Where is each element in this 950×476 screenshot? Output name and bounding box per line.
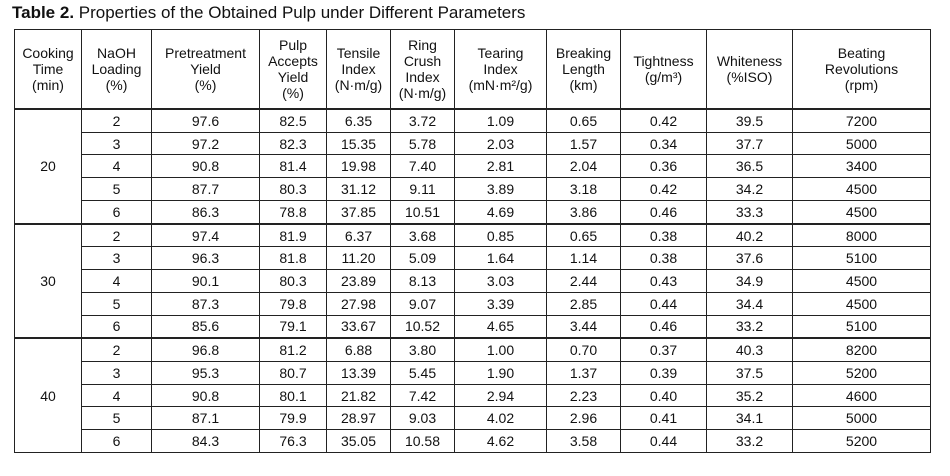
table-row (15, 109, 931, 132)
table-cell-naoh: 4 (82, 384, 152, 407)
table-cell-tightness: 0.44 (621, 292, 707, 315)
column-header-line: Whiteness (716, 53, 783, 69)
column-header-naoh (82, 30, 152, 110)
column-header-line: Breaking (555, 45, 612, 61)
table-cell-beating: 3400 (793, 155, 931, 178)
column-header-tightness (621, 30, 707, 110)
column-header-tearing (455, 30, 547, 110)
table-cell-tearing: 1.09 (455, 109, 547, 132)
column-header-line: Crush (403, 53, 442, 69)
column-header-line: (g/m³) (644, 69, 683, 85)
table-cell-tensile: 6.37 (327, 224, 391, 247)
table-cell-naoh: 3 (82, 132, 152, 155)
table-cell-pulp: 80.3 (260, 178, 327, 201)
table-cell-pretreat: 84.3 (152, 430, 260, 453)
table-cell-tensile: 21.82 (327, 384, 391, 407)
cooking-time-cell: 20 (15, 109, 82, 224)
column-header-beating (793, 30, 931, 110)
column-header-time (15, 30, 82, 110)
table-cell-pretreat: 87.3 (152, 292, 260, 315)
column-header-line: Index (341, 61, 376, 77)
table-row (15, 200, 931, 223)
table-cell-beating: 5100 (793, 247, 931, 270)
table-cell-pretreat: 87.1 (152, 407, 260, 430)
table-cell-tearing: 2.81 (455, 155, 547, 178)
table-cell-whiteness: 34.9 (707, 270, 793, 293)
column-header-line: Loading (91, 61, 142, 77)
column-header-line: Tensile (336, 45, 381, 61)
column-header-breaking (547, 30, 621, 110)
table-cell-naoh: 3 (82, 362, 152, 385)
column-header-line: Index (483, 61, 518, 77)
table-row (15, 407, 931, 430)
table-cell-pretreat: 90.8 (152, 155, 260, 178)
column-header-line: Pulp (278, 37, 308, 53)
table-row (15, 224, 931, 247)
table-caption-text: Properties of the Obtained Pulp under Different Parameters (74, 3, 526, 22)
table-cell-beating: 5100 (793, 315, 931, 338)
cooking-time-cell: 40 (15, 338, 82, 452)
table-cell-pulp: 79.9 (260, 407, 327, 430)
column-header-line: Revolutions (824, 61, 899, 77)
column-header-line: Cooking (22, 45, 74, 61)
table-cell-tearing: 2.03 (455, 132, 547, 155)
table-cell-breaking: 3.58 (547, 430, 621, 453)
table-cell-breaking: 3.86 (547, 200, 621, 223)
table-cell-whiteness: 37.7 (707, 132, 793, 155)
table-cell-breaking: 2.44 (547, 270, 621, 293)
column-header-line: (rpm) (844, 77, 879, 93)
table-cell-tensile: 19.98 (327, 155, 391, 178)
table-cell-whiteness: 37.5 (707, 362, 793, 385)
table-cell-pulp: 76.3 (260, 430, 327, 453)
header-row (15, 30, 931, 110)
table-cell-tensile: 28.97 (327, 407, 391, 430)
table-cell-breaking: 0.70 (547, 338, 621, 361)
table-cell-tensile: 35.05 (327, 430, 391, 453)
table-cell-beating: 5200 (793, 430, 931, 453)
table-cell-tearing: 0.85 (455, 224, 547, 247)
table-cell-beating: 4600 (793, 384, 931, 407)
table-cell-tightness: 0.42 (621, 178, 707, 201)
table-cell-whiteness: 40.3 (707, 338, 793, 361)
table-cell-beating: 5000 (793, 132, 931, 155)
table-cell-whiteness: 40.2 (707, 224, 793, 247)
table-cell-tearing: 1.64 (455, 247, 547, 270)
table-row (15, 132, 931, 155)
column-header-line: Yield (277, 69, 309, 85)
column-header-line: (%) (282, 85, 304, 101)
table-cell-ring: 10.58 (391, 430, 455, 453)
table-cell-tightness: 0.37 (621, 338, 707, 361)
table-cell-tightness: 0.40 (621, 384, 707, 407)
pulp-properties-table (14, 29, 931, 453)
table-cell-tearing: 1.00 (455, 338, 547, 361)
table-cell-ring: 7.40 (391, 155, 455, 178)
table-row (15, 338, 931, 361)
table-row (15, 430, 931, 453)
table-cell-tensile: 6.35 (327, 109, 391, 132)
table-cell-ring: 10.51 (391, 200, 455, 223)
table-cell-breaking: 3.44 (547, 315, 621, 338)
table-cell-tensile: 37.85 (327, 200, 391, 223)
table-cell-beating: 5200 (793, 362, 931, 385)
table-cell-ring: 9.11 (391, 178, 455, 201)
table-cell-beating: 5000 (793, 407, 931, 430)
column-header-line: Yield (190, 61, 221, 77)
table-cell-tensile: 13.39 (327, 362, 391, 385)
table-cell-tightness: 0.43 (621, 270, 707, 293)
table-cell-tensile: 6.88 (327, 338, 391, 361)
table-cell-tearing: 4.69 (455, 200, 547, 223)
table-cell-tearing: 3.89 (455, 178, 547, 201)
table-cell-ring: 5.78 (391, 132, 455, 155)
table-cell-naoh: 4 (82, 270, 152, 293)
table-cell-whiteness: 34.1 (707, 407, 793, 430)
table-cell-pulp: 81.4 (260, 155, 327, 178)
table-cell-breaking: 3.18 (547, 178, 621, 201)
table-cell-tearing: 3.03 (455, 270, 547, 293)
column-header-line: Tightness (633, 53, 694, 69)
table-cell-pulp: 81.8 (260, 247, 327, 270)
table-cell-pretreat: 86.3 (152, 200, 260, 223)
table-cell-pretreat: 97.4 (152, 224, 260, 247)
table-cell-tightness: 0.44 (621, 430, 707, 453)
table-cell-naoh: 2 (82, 109, 152, 132)
table-cell-tearing: 1.90 (455, 362, 547, 385)
column-header-line: (mN·m²/g) (468, 77, 533, 93)
table-cell-tearing: 2.94 (455, 384, 547, 407)
table-row (15, 384, 931, 407)
column-header-whiteness (707, 30, 793, 110)
table-cell-tensile: 23.89 (327, 270, 391, 293)
table-cell-pulp: 80.3 (260, 270, 327, 293)
table-cell-breaking: 1.37 (547, 362, 621, 385)
table-cell-whiteness: 33.2 (707, 315, 793, 338)
table-cell-ring: 10.52 (391, 315, 455, 338)
table-cell-naoh: 5 (82, 178, 152, 201)
table-cell-tearing: 3.39 (455, 292, 547, 315)
table-cell-whiteness: 37.6 (707, 247, 793, 270)
table-cell-ring: 9.03 (391, 407, 455, 430)
column-header-line: Pretreatment (165, 45, 246, 61)
table-cell-beating: 4500 (793, 292, 931, 315)
table-cell-tightness: 0.34 (621, 132, 707, 155)
table-cell-whiteness: 39.5 (707, 109, 793, 132)
table-row (15, 155, 931, 178)
table-cell-naoh: 6 (82, 430, 152, 453)
table-cell-tightness: 0.46 (621, 200, 707, 223)
table-cell-ring: 3.80 (391, 338, 455, 361)
column-header-line: (%ISO) (726, 69, 773, 85)
table-cell-tensile: 31.12 (327, 178, 391, 201)
table-cell-naoh: 6 (82, 200, 152, 223)
table-cell-naoh: 2 (82, 338, 152, 361)
table-cell-breaking: 1.14 (547, 247, 621, 270)
column-header-pulp (260, 30, 327, 110)
table-cell-ring: 5.45 (391, 362, 455, 385)
table-cell-naoh: 2 (82, 224, 152, 247)
table-cell-whiteness: 34.4 (707, 292, 793, 315)
table-cell-pulp: 80.1 (260, 384, 327, 407)
table-cell-pretreat: 90.1 (152, 270, 260, 293)
column-header-line: Tearing (477, 45, 524, 61)
table-cell-pretreat: 95.3 (152, 362, 260, 385)
table-cell-tightness: 0.46 (621, 315, 707, 338)
column-header-ring (391, 30, 455, 110)
table-cell-tightness: 0.39 (621, 362, 707, 385)
table-row (15, 247, 931, 270)
table-cell-tightness: 0.36 (621, 155, 707, 178)
table-cell-pretreat: 96.3 (152, 247, 260, 270)
column-header-tensile (327, 30, 391, 110)
column-header-line: Length (562, 61, 605, 77)
table-cell-pulp: 82.5 (260, 109, 327, 132)
table-cell-tensile: 15.35 (327, 132, 391, 155)
table-cell-pulp: 81.9 (260, 224, 327, 247)
table-cell-whiteness: 33.3 (707, 200, 793, 223)
table-cell-breaking: 2.85 (547, 292, 621, 315)
table-body (15, 109, 931, 453)
table-cell-pulp: 79.8 (260, 292, 327, 315)
table-cell-naoh: 6 (82, 315, 152, 338)
column-header-line: Accepts (268, 53, 318, 69)
table-row (15, 292, 931, 315)
table-cell-whiteness: 33.2 (707, 430, 793, 453)
table-cell-tightness: 0.41 (621, 407, 707, 430)
table-cell-breaking: 0.65 (547, 224, 621, 247)
table-cell-ring: 3.68 (391, 224, 455, 247)
table-cell-pretreat: 85.6 (152, 315, 260, 338)
column-header-line: (N·m/g) (334, 77, 383, 93)
table-cell-beating: 4500 (793, 200, 931, 223)
table-cell-pretreat: 90.8 (152, 384, 260, 407)
table-caption (12, 3, 525, 23)
table-cell-pretreat: 97.6 (152, 109, 260, 132)
table-row (15, 178, 931, 201)
table-cell-tearing: 4.02 (455, 407, 547, 430)
table-cell-breaking: 2.96 (547, 407, 621, 430)
table-cell-breaking: 1.57 (547, 132, 621, 155)
column-header-line: (%) (194, 77, 217, 93)
table-cell-pulp: 79.1 (260, 315, 327, 338)
table-cell-naoh: 5 (82, 407, 152, 430)
column-header-line: (min) (32, 77, 64, 93)
table-row (15, 270, 931, 293)
table-cell-naoh: 5 (82, 292, 152, 315)
table-cell-beating: 4500 (793, 270, 931, 293)
table-cell-breaking: 2.23 (547, 384, 621, 407)
table-cell-ring: 7.42 (391, 384, 455, 407)
table-cell-tightness: 0.42 (621, 109, 707, 132)
table-cell-ring: 3.72 (391, 109, 455, 132)
column-header-line: (%) (105, 77, 128, 93)
table-cell-tightness: 0.38 (621, 247, 707, 270)
table-cell-pretreat: 96.8 (152, 338, 260, 361)
table-cell-pulp: 81.2 (260, 338, 327, 361)
column-header-line: Time (32, 61, 64, 77)
table-cell-beating: 4500 (793, 178, 931, 201)
column-header-pretreat (152, 30, 260, 110)
cooking-time-cell: 30 (15, 224, 82, 339)
table-cell-pretreat: 87.7 (152, 178, 260, 201)
table-cell-tensile: 27.98 (327, 292, 391, 315)
column-header-line: Ring (408, 37, 437, 53)
column-header-line: (km) (569, 77, 598, 93)
table-cell-tensile: 33.67 (327, 315, 391, 338)
table-cell-ring: 5.09 (391, 247, 455, 270)
table-cell-beating: 7200 (793, 109, 931, 132)
table-cell-pulp: 78.8 (260, 200, 327, 223)
column-header-line: Index (405, 69, 440, 85)
column-header-line: Beating (837, 45, 886, 61)
table-cell-ring: 8.13 (391, 270, 455, 293)
column-header-line: (N·m/g) (398, 85, 447, 101)
table-cell-beating: 8200 (793, 338, 931, 361)
table-cell-naoh: 3 (82, 247, 152, 270)
table-cell-pretreat: 97.2 (152, 132, 260, 155)
table-cell-tearing: 4.65 (455, 315, 547, 338)
table-cell-breaking: 2.04 (547, 155, 621, 178)
table-row (15, 362, 931, 385)
table-cell-beating: 8000 (793, 224, 931, 247)
table-cell-breaking: 0.65 (547, 109, 621, 132)
table-cell-ring: 9.07 (391, 292, 455, 315)
table-cell-whiteness: 34.2 (707, 178, 793, 201)
table-cell-whiteness: 35.2 (707, 384, 793, 407)
table-cell-naoh: 4 (82, 155, 152, 178)
table-cell-tightness: 0.38 (621, 224, 707, 247)
column-header-line: NaOH (97, 45, 136, 61)
table-cell-tearing: 4.62 (455, 430, 547, 453)
table-cell-whiteness: 36.5 (707, 155, 793, 178)
table-cell-tensile: 11.20 (327, 247, 391, 270)
table-row (15, 315, 931, 338)
table-caption-label: Table 2. (12, 3, 75, 22)
table-cell-pulp: 82.3 (260, 132, 327, 155)
table-cell-pulp: 80.7 (260, 362, 327, 385)
